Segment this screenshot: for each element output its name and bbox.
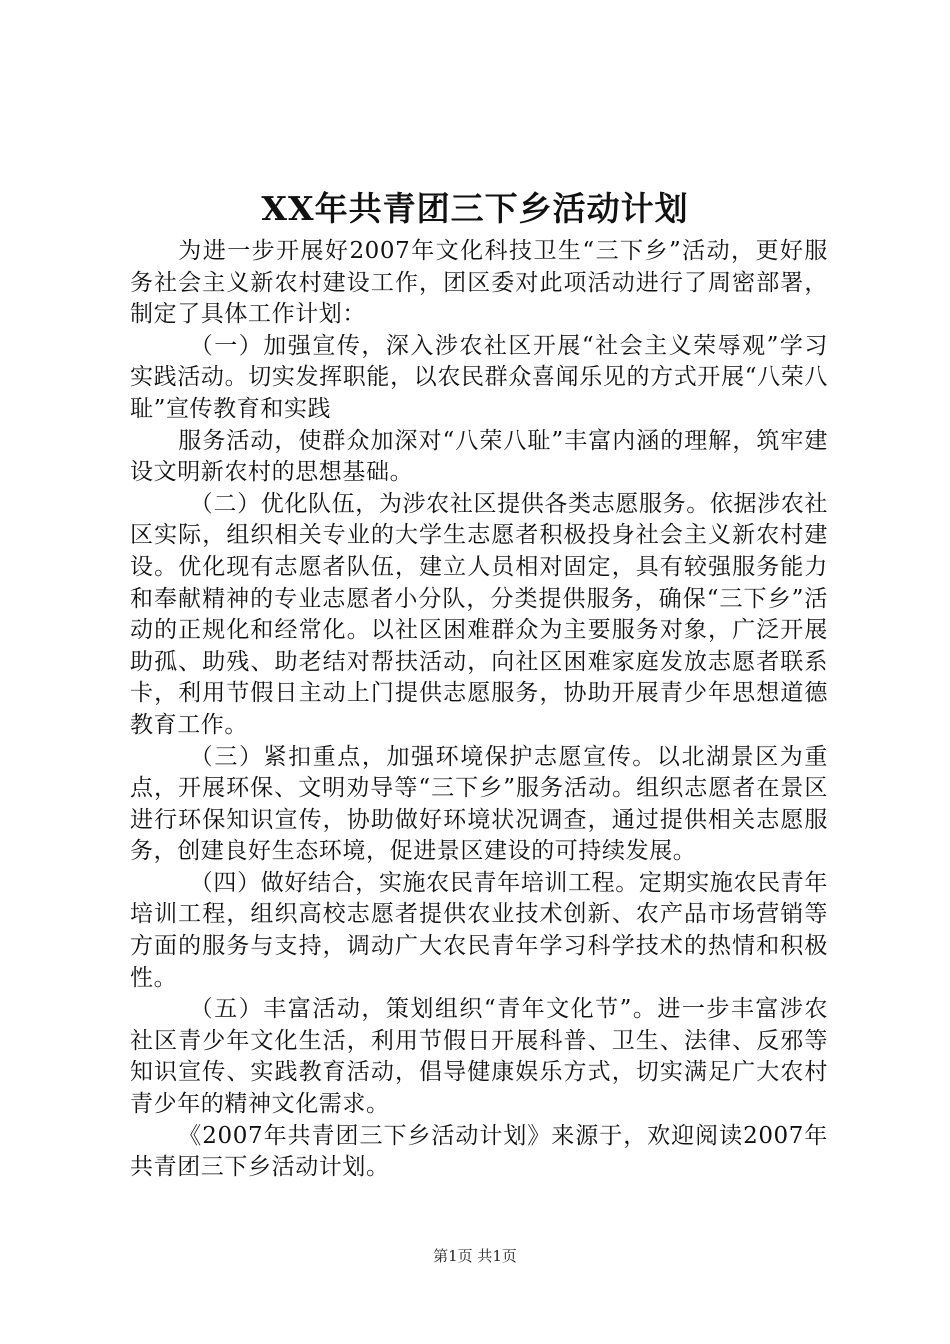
document-title: XX年共青团三下乡活动计划 [261,189,689,228]
source-note-paragraph: 《2007年共青团三下乡活动计划》来源于，欢迎阅读2007年共青团三下乡活动计划。 [130,1122,828,1181]
section-3-paragraph: （三）紧扣重点，加强环境保护志愿宣传。以北湖景区为重点，开展环保、文明劝导等“三下乡”服务活动。组织志愿者在景区进行环保知识宣传，协助做好环境状况调查，通过提供相关志愿服务，创建良好生态环境，促进景区建设的可持续发展。 [130,743,828,865]
section-5-paragraph: （五）丰富活动，策划组织“青年文化节”。进一步丰富涉农社区青少年文化生活，利用节假日开展科普、卫生、法律、反邪等知识宣传、实践教育活动，倡导健康娱乐方式，切实满足广大农村青少年的精神文化需求。 [130,996,828,1118]
page-number-footer: 第1页 共1页 [433,1247,517,1265]
intro-paragraph: 为进一步开展好2007年文化科技卫生“三下乡”活动，更好服务社会主义新农村建设工作，团区委对此项活动进行了周密部署，制定了具体工作计划： [130,238,828,328]
section-2-paragraph: （二）优化队伍，为涉农社区提供各类志愿服务。依据涉农社区实际，组织相关专业的大学生志愿者积极投身社会主义新农村建设。优化现有志愿者队伍，建立人员相对固定，具有较强服务能力和奉献精神的专业志愿者小分队，分类提供服务，确保“三下乡”活动的正规化和经常化。以社区困难群众为主要服务对象，广泛开展助孤、助残、助老结对帮扶活动，向社区困难家庭发放志愿者联系卡，利用节假日主动上门提供志愿服务，协助开展青少年思想道德教育工作。 [130,490,828,738]
document-body [130,236,828,1184]
section-1-paragraph: （一）加强宣传，深入涉农社区开展“社会主义荣辱观”学习实践活动。切实发挥职能，以农民群众喜闻乐见的方式开展“八荣八耻”宣传教育和实践 [130,332,828,422]
section-4-paragraph: （四）做好结合，实施农民青年培训工程。定期实施农民青年培训工程，组织高校志愿者提供农业技术创新、农产品市场营销等方面的服务与支持，调动广大农民青年学习科学技术的热情和积极性。 [130,869,828,991]
section-1-continuation-paragraph: 服务活动，使群众加深对“八荣八耻”丰富内涵的理解，筑牢建设文明新农村的思想基础。 [130,427,828,486]
